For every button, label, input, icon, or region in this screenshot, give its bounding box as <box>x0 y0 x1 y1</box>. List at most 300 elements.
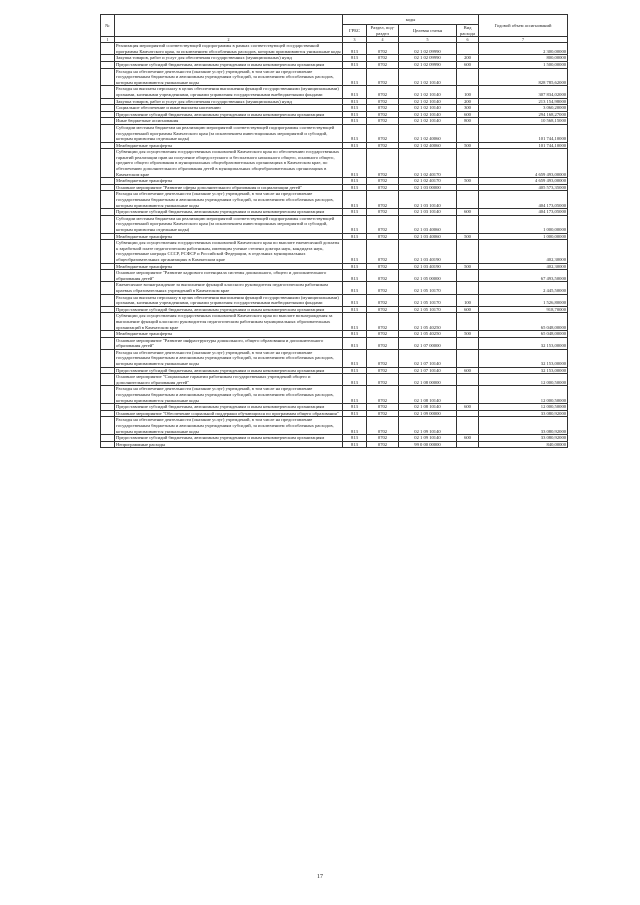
row-vid-cell <box>457 43 479 55</box>
row-name-cell: Иные бюджетные ассигнования <box>115 118 343 125</box>
row-vid-cell <box>457 374 479 386</box>
row-name-cell: Расходы на выплаты персоналу в целях обеспечения выполнения функций государственными (муниципальными) органами, казенными учреждениями, органами управления государственными внебюджетными фондами <box>115 294 343 306</box>
row-target-cell: 02 1 02 10140 <box>399 105 457 112</box>
row-vid-cell: 300 <box>457 105 479 112</box>
header-vid: Вид расхода <box>457 25 479 37</box>
table-row <box>101 118 568 125</box>
row-section-cell: 0702 <box>367 111 399 118</box>
row-sum-cell: 12 000,50000 <box>479 386 568 404</box>
table-row <box>101 178 568 185</box>
table-row <box>101 184 568 191</box>
row-vid-cell: 600 <box>457 306 479 313</box>
row-target-cell: 02 1 02 40060 <box>399 142 457 149</box>
row-number-cell <box>101 124 115 142</box>
row-sum-cell: 828 785,62000 <box>479 68 568 86</box>
row-vid-cell: 600 <box>457 209 479 216</box>
row-sum-cell: 405 573,35000 <box>479 184 568 191</box>
table-row <box>101 349 568 367</box>
row-grbs-cell: 813 <box>343 367 367 374</box>
table-row <box>101 68 568 86</box>
row-vid-cell: 200 <box>457 98 479 105</box>
row-grbs-cell: 813 <box>343 306 367 313</box>
row-grbs-cell: 813 <box>343 178 367 185</box>
row-sum-cell: 33 080,92000 <box>479 435 568 442</box>
row-section-cell: 0702 <box>367 263 399 270</box>
row-name-cell: Социальное обеспечение и иные выплаты населению <box>115 105 343 112</box>
row-sum-cell: 2 300,00000 <box>479 43 568 55</box>
row-vid-cell <box>457 282 479 294</box>
row-vid-cell <box>457 240 479 263</box>
row-grbs-cell: 813 <box>343 233 367 240</box>
row-name-cell: Реализация мероприятий соответствующей подпрограммы в рамках соответствующей государственной программы Камчатского края, за исключением обособленных расходов, которым присваиваются уникальные коды <box>116 43 341 54</box>
row-grbs-cell: 813 <box>343 86 367 98</box>
header-target: Целевая статья <box>399 25 457 37</box>
row-section-cell: 0702 <box>367 86 399 98</box>
row-target-cell: 02 1 09 10140 <box>399 417 457 435</box>
row-sum-cell: 4 659 493,00000 <box>479 149 568 178</box>
row-grbs-cell: 813 <box>343 142 367 149</box>
row-name-cell: Основное мероприятие "Социальные гарантии работникам государственных учреждений общего и дополнительного образования детей" <box>115 374 343 386</box>
table-row <box>101 367 568 374</box>
table-row <box>101 215 568 233</box>
row-name-cell: Основное мероприятие "Развитие инфраструктуры дошкольного, общего образования и дополнительного образования детей" <box>115 337 343 349</box>
table-row <box>101 386 568 404</box>
row-sum-cell: 1 000,00000 <box>479 233 568 240</box>
row-target-cell: 02 1 03 10140 <box>399 191 457 209</box>
row-sum-cell: 12 000,50000 <box>479 374 568 386</box>
header-section: Раздел, под-раздел <box>367 25 399 37</box>
table-body <box>101 43 568 448</box>
row-vid-cell: 500 <box>457 142 479 149</box>
row-number-cell <box>101 263 115 270</box>
table-row <box>101 294 568 306</box>
row-vid-cell <box>457 349 479 367</box>
table-row <box>101 43 568 55</box>
row-grbs-cell: 813 <box>343 215 367 233</box>
table-row <box>101 209 568 216</box>
row-name-cell: Субвенции для осуществления государственных полномочий Камчатского края по выплате вознаграждения за выполнение функций классного руководителя педагогическим работникам муниципальных образовательных организаций в Камчатском крае <box>115 313 343 331</box>
row-grbs-cell: 813 <box>343 184 367 191</box>
row-vid-cell: 500 <box>457 233 479 240</box>
row-target-cell: 02 1 05 10170 <box>399 282 457 294</box>
row-sum-cell: 65 048,00000 <box>479 331 568 338</box>
row-section-cell: 0702 <box>367 184 399 191</box>
row-target-cell: 02 1 02 40170 <box>399 178 457 185</box>
row-name-cell: Межбюджетные трансферты <box>115 142 343 149</box>
row-name-cell: Расходы на обеспечение деятельности (оказание услуг) учреждений, в том числе на предоставление государственным бюджетным и автономным учреждениям субсидий, за исключением обособленных расходов, которым присваиваются уникальные коды <box>115 349 343 367</box>
row-sum-cell: 307 834,02000 <box>479 86 568 98</box>
row-name-cell: Межбюджетные трансферты <box>115 178 343 185</box>
budget-table-sheet <box>100 14 567 448</box>
row-sum-cell: 1 000,00000 <box>479 215 568 233</box>
row-target-cell: 02 1 02 10140 <box>399 98 457 105</box>
row-number-cell <box>101 191 115 209</box>
row-section-cell: 0702 <box>367 270 399 282</box>
row-sum-cell: 33 080,92000 <box>479 410 568 417</box>
table-row <box>101 337 568 349</box>
row-section-cell: 0702 <box>367 118 399 125</box>
row-grbs-cell: 813 <box>343 209 367 216</box>
row-number-cell <box>101 105 115 112</box>
row-section-cell: 0702 <box>367 68 399 86</box>
table-row <box>101 124 568 142</box>
budget-table <box>100 14 568 448</box>
row-grbs-cell: 813 <box>343 441 367 448</box>
row-number-cell <box>101 111 115 118</box>
row-target-cell: 02 1 09 00000 <box>399 410 457 417</box>
row-grbs-cell: 813 <box>343 98 367 105</box>
row-section-cell: 0702 <box>367 294 399 306</box>
row-section-cell: 0702 <box>367 374 399 386</box>
row-section-cell: 0702 <box>367 191 399 209</box>
row-grbs-cell: 813 <box>343 331 367 338</box>
table-row <box>101 331 568 338</box>
row-target-cell: 99 0 00 00000 <box>399 441 457 448</box>
row-vid-cell: 500 <box>457 263 479 270</box>
row-vid-cell: 100 <box>457 86 479 98</box>
column-index: 7 <box>479 37 568 43</box>
row-section-cell: 0702 <box>367 178 399 185</box>
table-row <box>101 410 568 417</box>
row-sum-cell: 402,30000 <box>479 263 568 270</box>
row-name-cell: Предоставление субсидий бюджетным, автономным учреждениям и иным некоммерческим организациям <box>115 435 343 442</box>
row-grbs-cell: 813 <box>343 404 367 411</box>
row-vid-cell: 500 <box>457 178 479 185</box>
row-sum-cell: 840,00000 <box>479 441 568 448</box>
row-vid-cell <box>457 215 479 233</box>
row-number-cell <box>101 306 115 313</box>
row-name-cell: Предоставление субсидий бюджетным, автономным учреждениям и иным некоммерческим организациям <box>115 61 343 68</box>
row-name-cell: Расходы на обеспечение деятельности (оказание услуг) учреждений, в том числе на предоставление государственным бюджетным и автономным учреждениям субсидий, за исключением обособленных расходов, которым присваиваются уникальные коды <box>115 417 343 435</box>
row-number-cell <box>101 374 115 386</box>
row-sum-cell: 404 173,05000 <box>479 209 568 216</box>
row-name-cell: Предоставление субсидий бюджетным, автономным учреждениям и иным некоммерческим организациям <box>115 111 343 118</box>
row-target-cell: 02 1 02 10140 <box>399 86 457 98</box>
column-index: 2 <box>115 37 343 43</box>
row-section-cell: 0702 <box>367 215 399 233</box>
row-vid-cell: 100 <box>457 294 479 306</box>
row-target-cell: 02 1 07 10140 <box>399 367 457 374</box>
table-row <box>101 417 568 435</box>
header-num: № <box>101 15 115 37</box>
table-row <box>101 282 568 294</box>
row-vid-cell <box>457 270 479 282</box>
row-number-cell <box>101 61 115 68</box>
row-target-cell: 02 1 02 10140 <box>399 68 457 86</box>
row-grbs-cell: 813 <box>343 270 367 282</box>
row-sum-cell: 294 168,27000 <box>479 111 568 118</box>
row-vid-cell <box>457 191 479 209</box>
row-target-cell: 02 1 05 40250 <box>399 331 457 338</box>
row-vid-cell <box>457 68 479 86</box>
table-row <box>101 98 568 105</box>
row-vid-cell: 600 <box>457 367 479 374</box>
row-section-cell: 0702 <box>367 61 399 68</box>
table-row <box>101 55 568 62</box>
table-row <box>101 86 568 98</box>
row-number-cell <box>101 142 115 149</box>
table-row <box>101 105 568 112</box>
row-target-cell: 02 1 03 40190 <box>399 240 457 263</box>
row-number-cell <box>101 43 115 55</box>
table-row <box>101 270 568 282</box>
row-grbs-cell: 813 <box>343 386 367 404</box>
row-grbs-cell: 813 <box>343 111 367 118</box>
row-section-cell: 0702 <box>367 306 399 313</box>
row-target-cell: 02 1 08 00000 <box>399 374 457 386</box>
row-name-cell: Основное мероприятие "Обеспечение социальной поддержки обучающихся по программам общего образования" <box>115 410 343 417</box>
column-index: 3 <box>343 37 367 43</box>
row-section-cell: 0702 <box>367 209 399 216</box>
table-row <box>101 149 568 178</box>
row-vid-cell: 200 <box>457 55 479 62</box>
table-row <box>101 111 568 118</box>
page-number: 17 <box>317 874 323 880</box>
row-section-cell: 0702 <box>367 43 399 55</box>
row-section-cell: 0702 <box>367 98 399 105</box>
row-name-cell: Межбюджетные трансферты <box>115 233 343 240</box>
row-target-cell: 02 1 02 10140 <box>399 111 457 118</box>
row-sum-cell: 3 060,20000 <box>479 105 568 112</box>
row-sum-cell: 33 080,92000 <box>479 417 568 435</box>
row-number-cell <box>101 118 115 125</box>
row-section-cell: 0702 <box>367 313 399 331</box>
row-number-cell <box>101 294 115 306</box>
column-index: 5 <box>399 37 457 43</box>
row-sum-cell: 32 153,00000 <box>479 367 568 374</box>
row-number-cell <box>101 209 115 216</box>
table-row <box>101 313 568 331</box>
row-number-cell <box>101 98 115 105</box>
row-name-cell: Основное мероприятие "Развитие сферы дополнительного образования и социализации детей" <box>115 184 343 191</box>
row-target-cell: 02 1 03 40060 <box>399 233 457 240</box>
row-section-cell: 0702 <box>367 105 399 112</box>
row-target-cell: 02 1 09 10140 <box>399 435 457 442</box>
row-section-cell: 0702 <box>367 337 399 349</box>
table-row <box>101 240 568 263</box>
table-row <box>101 191 568 209</box>
row-number-cell <box>101 68 115 86</box>
row-vid-cell: 600 <box>457 61 479 68</box>
row-number-cell <box>101 240 115 263</box>
row-grbs-cell: 813 <box>343 240 367 263</box>
table-header <box>101 15 568 43</box>
row-section-cell: 0702 <box>367 124 399 142</box>
row-section-cell: 0702 <box>367 240 399 263</box>
row-name-cell: Закупка товаров, работ и услуг для обеспечения государственных (муниципальных) нужд <box>115 98 343 105</box>
row-name-cell: Расходы на обеспечение деятельности (оказание услуг) учреждений, в том числе на предоставление государственным бюджетным и автономным учреждениям субсидий, за исключением обособленных расходов, которым присваиваются уникальные коды <box>115 68 343 86</box>
row-target-cell: 02 1 03 40060 <box>399 215 457 233</box>
row-vid-cell <box>457 417 479 435</box>
row-sum-cell: 2 445,50000 <box>479 282 568 294</box>
header-sum: Годовой объем ассигнований <box>479 15 568 37</box>
row-number-cell <box>101 149 115 178</box>
row-section-cell: 0702 <box>367 149 399 178</box>
row-sum-cell: 10 568,15000 <box>479 118 568 125</box>
row-sum-cell: 800,00000 <box>479 55 568 62</box>
row-target-cell: 02 1 02 09990 <box>399 61 457 68</box>
row-target-cell: 02 1 02 40060 <box>399 124 457 142</box>
column-index: 6 <box>457 37 479 43</box>
row-target-cell: 02 1 05 10170 <box>399 306 457 313</box>
row-section-cell: 0702 <box>367 386 399 404</box>
row-number-cell <box>101 184 115 191</box>
row-name-cell: Субвенции для осуществления государственных полномочий Камчатского края по обеспечению государственных гарантий реализации прав на получение общедоступного и бесплатного начального общего, основного общего, среднего общего образования в муниципальных общеобразовательных организациях в Камчатском крае, по обеспечению дополнительного образования детей в муниципальных общеобразовательных организациях в Камчатском крае <box>115 149 343 178</box>
row-target-cell: 02 1 08 10140 <box>399 386 457 404</box>
row-grbs-cell: 813 <box>343 55 367 62</box>
column-index: 1 <box>101 37 115 43</box>
row-name-cell: Расходы на обеспечение деятельности (оказание услуг) учреждений, в том числе на предоставление государственным бюджетным и автономным учреждениям субсидий, за исключением обособленных расходов, которым присваиваются уникальные коды <box>115 191 343 209</box>
row-number-cell <box>101 404 115 411</box>
row-vid-cell <box>457 337 479 349</box>
table-row <box>101 263 568 270</box>
row-vid-cell <box>457 313 479 331</box>
row-grbs-cell: 813 <box>343 435 367 442</box>
row-number-cell <box>101 178 115 185</box>
row-name-cell: Ежемесячное вознаграждение за выполнение функций классного руководителя педагогическим работникам краевых образовательных учреждений в Камчатском крае <box>115 282 343 294</box>
row-section-cell: 0702 <box>367 55 399 62</box>
row-grbs-cell: 813 <box>343 105 367 112</box>
row-name-cell: Предоставление субсидий бюджетным, автономным учреждениям и иным некоммерческим организациям <box>115 404 343 411</box>
row-name-cell: Расходы на обеспечение деятельности (оказание услуг) учреждений, в том числе на предоставление государственным бюджетным и автономным учреждениям субсидий, за исключением обособленных расходов, которым присваиваются уникальные коды <box>115 386 343 404</box>
row-vid-cell: 500 <box>457 331 479 338</box>
row-sum-cell: 65 048,00000 <box>479 313 568 331</box>
table-row <box>101 441 568 448</box>
row-target-cell: 02 1 07 10140 <box>399 349 457 367</box>
header-name <box>115 15 343 37</box>
row-number-cell <box>101 331 115 338</box>
row-name-cell: Предоставление субсидий бюджетным, автономным учреждениям и иным некоммерческим организациям <box>115 306 343 313</box>
row-grbs-cell: 813 <box>343 68 367 86</box>
row-grbs-cell: 813 <box>343 124 367 142</box>
row-name-cell: Предоставление субсидий бюджетным, автономным учреждениям и иным некоммерческим организациям <box>115 367 343 374</box>
row-grbs-cell: 813 <box>343 149 367 178</box>
row-grbs-cell: 813 <box>343 313 367 331</box>
row-target-cell: 02 1 05 00000 <box>399 270 457 282</box>
table-row <box>101 404 568 411</box>
row-target-cell: 02 1 03 00000 <box>399 184 457 191</box>
row-grbs-cell: 813 <box>343 191 367 209</box>
row-grbs-cell: 813 <box>343 263 367 270</box>
table-row <box>101 142 568 149</box>
row-target-cell: 02 1 02 09990 <box>399 55 457 62</box>
column-index: 4 <box>367 37 399 43</box>
row-name-cell: Субвенции для осуществления государственных полномочий Камчатского края по выплате ежемесячной доплаты к заработной плате педагогическим работникам, имеющим ученые степени доктора наук, кандидата наук, государственные награды СССР, РСФСР и Российской Федерации, в отдельных муниципальных общеобразовательных организациях в Камчатском крае <box>115 240 343 263</box>
row-number-cell <box>101 417 115 435</box>
row-sum-cell: 1 500,00000 <box>479 61 568 68</box>
row-section-cell: 0702 <box>367 417 399 435</box>
row-number-cell <box>101 270 115 282</box>
row-sum-cell: 1 526,80000 <box>479 294 568 306</box>
row-sum-cell: 4 659 493,00000 <box>479 178 568 185</box>
row-section-cell: 0702 <box>367 441 399 448</box>
row-vid-cell: 800 <box>457 118 479 125</box>
row-section-cell: 0702 <box>367 233 399 240</box>
row-section-cell: 0702 <box>367 142 399 149</box>
row-number-cell <box>101 55 115 62</box>
row-number-cell <box>101 435 115 442</box>
row-grbs-cell: 813 <box>343 282 367 294</box>
row-vid-cell <box>457 410 479 417</box>
table-row <box>101 374 568 386</box>
row-number-cell <box>101 86 115 98</box>
row-sum-cell: 101 744,10000 <box>479 142 568 149</box>
row-target-cell: 02 1 03 10140 <box>399 209 457 216</box>
row-section-cell: 0702 <box>367 435 399 442</box>
row-target-cell: 02 1 02 40170 <box>399 149 457 178</box>
row-grbs-cell: 813 <box>343 337 367 349</box>
row-name-cell: Закупка товаров, работ и услуг для обеспечения государственных (муниципальных) нужд <box>115 55 343 62</box>
row-sum-cell: 213 154,98000 <box>479 98 568 105</box>
row-sum-cell: 32 153,00000 <box>479 349 568 367</box>
row-number-cell <box>101 313 115 331</box>
row-number-cell <box>101 441 115 448</box>
row-vid-cell <box>457 124 479 142</box>
row-name-cell: Межбюджетные трансферты <box>115 263 343 270</box>
row-grbs-cell: 813 <box>343 61 367 68</box>
row-number-cell <box>101 337 115 349</box>
row-vid-cell <box>457 184 479 191</box>
row-number-cell <box>101 410 115 417</box>
row-target-cell: 02 1 05 10170 <box>399 294 457 306</box>
row-grbs-cell: 813 <box>343 417 367 435</box>
row-number-cell <box>101 215 115 233</box>
row-vid-cell: 600 <box>457 435 479 442</box>
row-section-cell: 0702 <box>367 410 399 417</box>
row-number-cell <box>101 349 115 367</box>
row-sum-cell: 12 000,50000 <box>479 404 568 411</box>
row-vid-cell <box>457 441 479 448</box>
row-name-cell: Субсидии местным бюджетам на реализацию мероприятий соответствующей подпрограммы соответствующей государственной программы Камчатского края (за исключением инвестиционных мероприятий и субсидий, которым присвоены отдельные коды) <box>115 215 343 233</box>
row-vid-cell: 600 <box>457 404 479 411</box>
row-number-cell <box>101 233 115 240</box>
row-target-cell: 02 1 07 00000 <box>399 337 457 349</box>
row-name-cell: Непрограммные расходы <box>115 441 343 448</box>
row-grbs-cell: 813 <box>343 118 367 125</box>
row-name-cell: Основное мероприятие "Развитие кадрового потенциала системы дошкольного, общего и дополнительного образования детей" <box>115 270 343 282</box>
row-vid-cell: 600 <box>457 111 479 118</box>
row-sum-cell: 402,30000 <box>479 240 568 263</box>
row-target-cell: 02 1 02 09990 <box>399 43 457 55</box>
row-sum-cell: 918,70000 <box>479 306 568 313</box>
row-section-cell: 0702 <box>367 331 399 338</box>
row-section-cell: 0702 <box>367 367 399 374</box>
header-grbs: ГРБС <box>343 25 367 37</box>
table-row <box>101 233 568 240</box>
row-target-cell: 02 1 02 10140 <box>399 118 457 125</box>
row-name-cell: Предоставление субсидий бюджетным, автономным учреждениям и иным некоммерческим организациям <box>115 209 343 216</box>
row-grbs-cell: 813 <box>343 349 367 367</box>
row-vid-cell <box>457 149 479 178</box>
row-number-cell <box>101 282 115 294</box>
header-codes: коды <box>343 15 479 25</box>
row-target-cell: 02 1 03 40190 <box>399 263 457 270</box>
table-row <box>101 306 568 313</box>
row-section-cell: 0702 <box>367 282 399 294</box>
row-number-cell <box>101 367 115 374</box>
row-name-cell: Субсидии местным бюджетам на реализацию мероприятий соответствующей подпрограммы соответствующей государственной программы Камчатского края (за исключением инвестиционных мероприятий и субсидий, которым присвоены отдельные коды) <box>115 124 343 142</box>
table-row <box>101 61 568 68</box>
table-row <box>101 435 568 442</box>
row-vid-cell <box>457 386 479 404</box>
row-grbs-cell: 813 <box>343 410 367 417</box>
row-sum-cell: 32 153,00000 <box>479 337 568 349</box>
row-grbs-cell: 813 <box>343 294 367 306</box>
row-target-cell: 02 1 08 10140 <box>399 404 457 411</box>
row-number-cell <box>101 386 115 404</box>
row-name-cell: Межбюджетные трансферты <box>115 331 343 338</box>
row-section-cell: 0702 <box>367 349 399 367</box>
